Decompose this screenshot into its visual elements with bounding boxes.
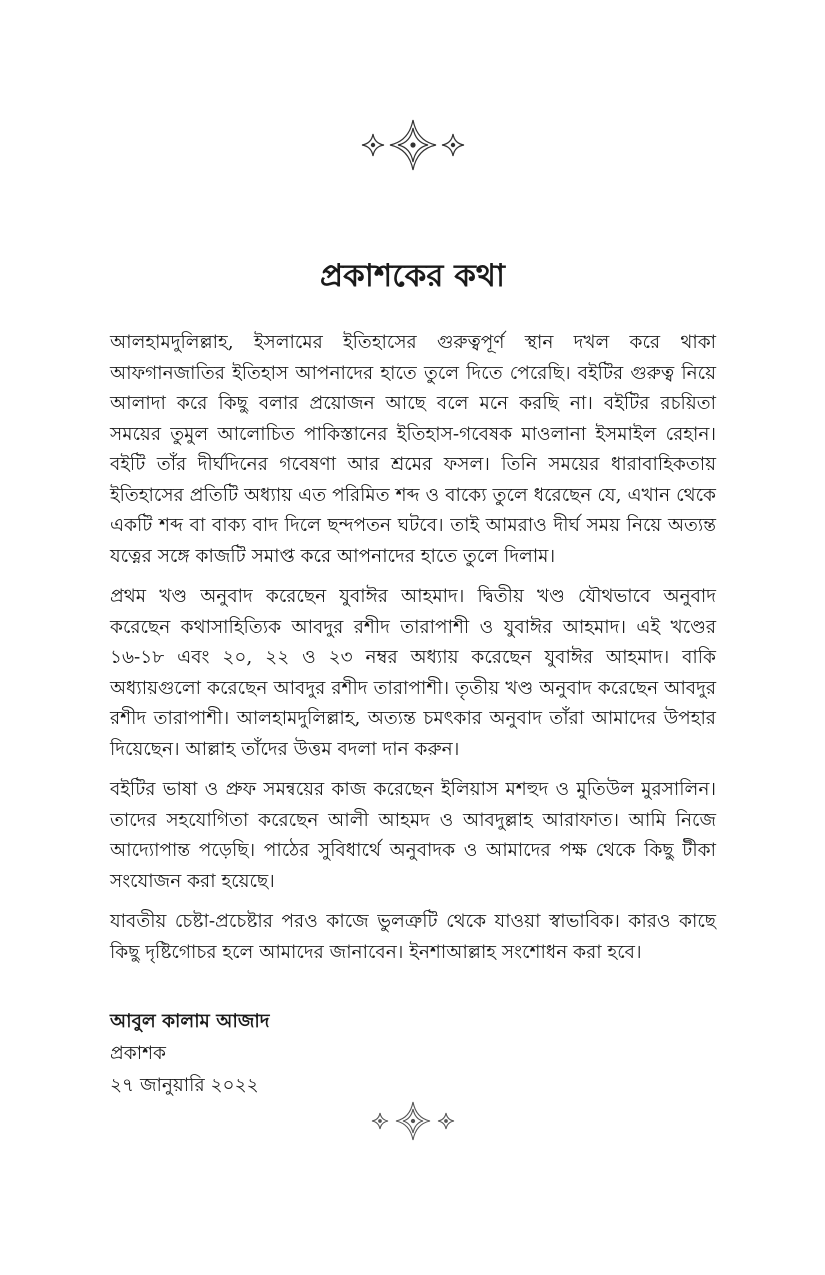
bottom-ornament-icon — [0, 1100, 825, 1142]
paragraph: আলহামদুলিল্লাহ, ইসলামের ইতিহাসের গুরুত্বপূর্ণ স্থান দখল করে থাকা আফগানজাতির ইতিহাস আপনাদের হাতে তুলে দিতে পেরেছি। বইটির গুরুত্ব নিয়ে আলাদা করে কিছু বলার প্রয়োজন আছে বলে মনে করছি না। বইটির রচয়িতা সময়ের তুমুল আলোচিত পাকিস্তানের ইতিহাস-গবেষক মাওলানা ইসমাইল রেহান। বইটি তাঁর দীর্ঘদিনের গবেষণা আর শ্রমের ফসল। তিনি সময়ের ধারাবাহিকতায় ইতিহাসের প্রতিটি অধ্যায় এত পরিমিত শব্দ ও বাক্যে তুলে ধরেছেন যে, এখান থেকে একটি শব্দ বা বাক্য বাদ দিলে ছন্দপতন ঘটবে। তাই আমরাও দীর্ঘ সময় নিয়ে অত্যন্ত যত্নের সঙ্গে কাজটি সমাপ্ত করে আপনাদের হাতে তুলে দিলাম। — [110, 332, 716, 567]
signature-name: আবুল কালাম আজাদ — [110, 1011, 270, 1032]
paragraph: প্রথম খণ্ড অনুবাদ করেছেন যুবাঈর আহমাদ। দ্বিতীয় খণ্ড যৌথভাবে অনুবাদ করেছেন কথাসাহিত্যিক আবদুর রশীদ তারাপাশী ও যুবাঈর আহমাদ। এই খণ্ডের ১৬-১৮ এবং ২০, ২২ ও ২৩ নম্বর অধ্যায় করেছেন যুবাঈর আহমাদ। বাকি অধ্যায়গুলো করেছেন আবদুর রশীদ তারাপাশী। তৃতীয় খণ্ড অনুবাদ করেছেন আবদুর রশীদ তারাপাশী। আলহামদুলিল্লাহ, অত্যন্ত চমৎকার অনুবাদ তাঁরা আমাদের উপহার দিয়েছেন। আল্লাহ তাঁদের উত্তম বদলা দান করুন। — [110, 586, 716, 760]
signature-date: ২৭ জানুয়ারি ২০২২ — [110, 1075, 259, 1096]
top-ornament-icon — [0, 118, 825, 172]
signature-block — [110, 1006, 510, 1102]
signature-role: প্রকাশক — [110, 1043, 167, 1064]
body-text — [110, 328, 716, 978]
page-title: প্রকাশকের কথা — [320, 258, 505, 294]
paragraph: যাবতীয় চেষ্টা-প্রচেষ্টার পরও কাজে ভুলত্রুটি থেকে যাওয়া স্বাভাবিক। কারও কাছে কিছু দৃষ্টিগোচর হলে আমাদের জানাবেন। ইনশাআল্লাহ সংশোধন করা হবে। — [110, 911, 716, 963]
paragraph: বইটির ভাষা ও প্রুফ সমন্বয়ের কাজ করেছেন ইলিয়াস মশহুদ ও মুতিউল মুরসালিন। তাদের সহযোগিতা করেছেন আলী আহমদ ও আবদুল্লাহ আরাফাত। আমি নিজে আদ্যোপান্ত পড়েছি। পাঠের সুবিধার্থে অনুবাদক ও আমাদের পক্ষ থেকে কিছু টীকা সংযোজন করা হয়েছে। — [110, 779, 716, 892]
